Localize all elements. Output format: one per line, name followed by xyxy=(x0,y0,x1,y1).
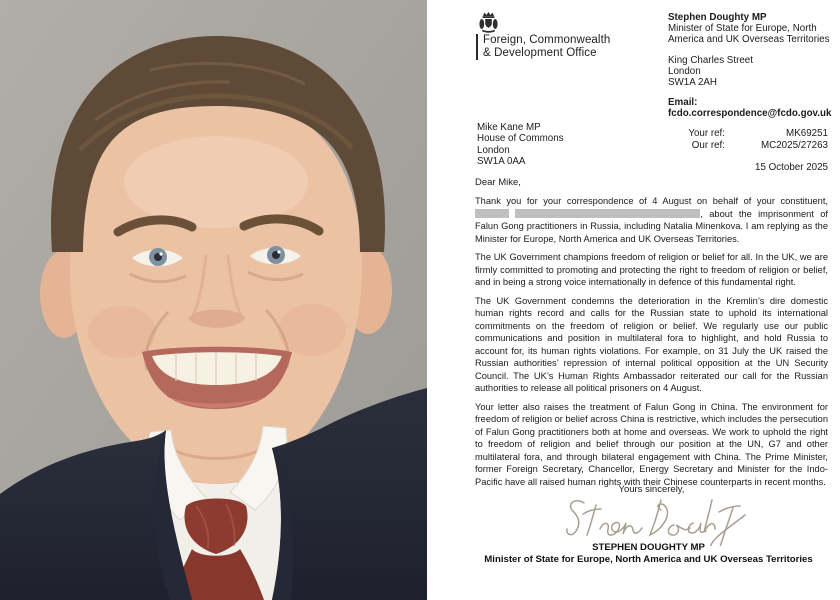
recipient-block xyxy=(477,122,564,167)
sender-block xyxy=(668,12,840,120)
recipient-line: SW1A 0AA xyxy=(477,155,526,167)
letter-date: 15 October 2025 xyxy=(755,162,828,173)
our-ref-label: Our ref: xyxy=(691,139,725,151)
fcdo-wordmark xyxy=(476,34,610,60)
sender-name: Stephen Doughty MP xyxy=(668,12,767,23)
left-eye-highlight xyxy=(159,252,162,255)
email-label: Email: xyxy=(668,97,698,109)
letter xyxy=(427,0,840,600)
email-address: fcdo.correspondence@fcdo.gov.uk xyxy=(668,108,832,120)
letter-paragraph: Thank you for your correspondence of 4 August on behalf of your constituent, , about the imprisonment of Falun Gong practitioners in Russia, including Natalia Minenkova. I am replying as the Minister for Europe, North America and UK Overseas Territories. xyxy=(475,196,828,244)
royal-crest-icon xyxy=(479,11,498,33)
signoff-name: STEPHEN DOUGHTY MP xyxy=(592,542,705,553)
handwritten-signature-icon xyxy=(564,496,754,546)
letter-paragraph: The UK Government condemns the deterioration in the Kremlin’s dire domestic human rights record and calls for the Russian state to uphold its international commitments on the freedom of religion or belief. We regularly use our public communications and position in multilateral fora to highlight, and hold Russia to account for, its human rights violations. For example, on 31 July the UK raised the Russian authorities’ repression of internal political opposition at the UN Security Council. The UK’s Human Rights Ambassador reiterated our call for the Russian authorities to release all political prisoners on 4 August. xyxy=(475,295,828,393)
fcdo-line1: Foreign, Commonwealth xyxy=(483,34,611,46)
your-ref-row xyxy=(668,128,828,140)
sender-address-1: King Charles Street xyxy=(668,54,753,66)
forehead-highlight xyxy=(124,136,308,228)
refs-block xyxy=(668,128,828,151)
right-eye-highlight xyxy=(277,250,280,253)
letter-paragraph: Your letter also raises the treatment of Falun Gong in China. The environment for freedom of religion or belief across China is restrictive, which includes the persecution of Falun Gong practitioners both at home and overseas. We work to uphold the right to freedom of religion and belief through our position at the UN, G7 and other multilateral fora, and through bilateral engagement with China. The Prime Minister, former Foreign Secretary, Chancellor, Energy Secretary and Minister for the Indo-Pacific have all raised human rights with their Chinese counterparts in recent months. xyxy=(475,401,828,487)
signoff-title: Minister of State for Europe, North America and UK Overseas Territories xyxy=(484,553,813,565)
redaction-block xyxy=(475,209,509,218)
our-ref-row xyxy=(668,140,828,152)
fcdo-logo xyxy=(476,11,610,60)
fcdo-line2: & Development Office xyxy=(483,47,597,59)
letter-paragraph: The UK Government champions freedom of religion or belief for all. In the UK, we are firmly committed to promoting and protecting the right to freedom of religion or belief, and in being a strong voice internationally in defence of this fundamental right. xyxy=(475,252,828,287)
your-ref-label: Your ref: xyxy=(688,128,725,139)
redaction-block xyxy=(515,209,700,218)
your-ref-value: MK69251 xyxy=(786,128,828,139)
sender-title-1: Minister of State for Europe, North xyxy=(668,23,817,35)
salutation: Dear Mike, xyxy=(475,177,521,188)
letter-body xyxy=(475,195,828,494)
sender-address-2: London xyxy=(668,65,701,77)
recipient-line: Mike Kane MP xyxy=(477,122,541,133)
sender-address-3: SW1A 2AH xyxy=(668,77,718,89)
recipient-line: House of Commons xyxy=(477,133,564,145)
sender-title-2: America and UK Overseas Territories xyxy=(668,34,830,46)
recipient-line: London xyxy=(477,144,510,156)
closing: Yours sincerely, xyxy=(618,484,685,495)
signoff-block xyxy=(457,542,840,565)
our-ref-value: MC2025/27263 xyxy=(761,139,828,151)
